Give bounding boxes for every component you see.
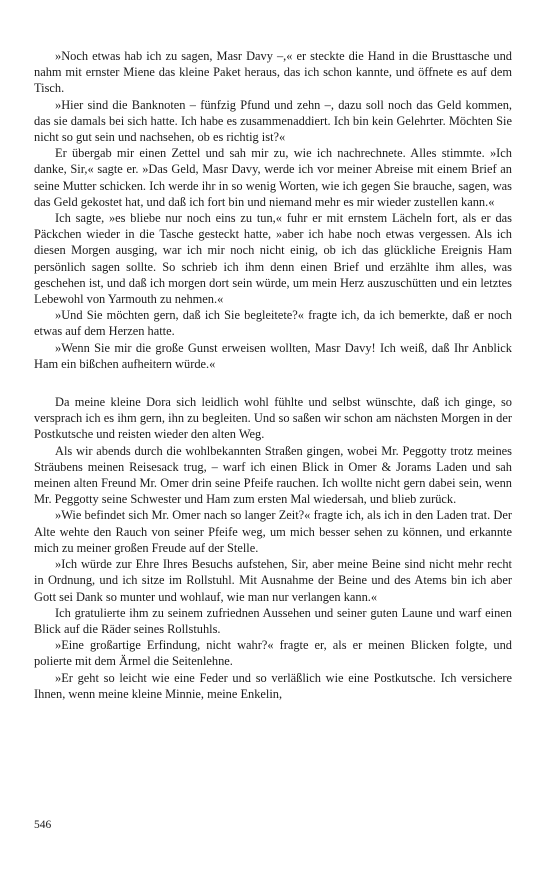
paragraph: Ich sagte, »es bliebe nur noch eins zu tun,« fuhr er mit ernstem Lächeln fort, als er das Päckchen wieder in die Tasche gesteckt hatte, »aber ich habe noch etwas vergessen. Als ich diesen Morgen ausging, war ich mir noch nicht einig, ob ich das glückliche Ereignis Ham persönlich sagen sollte. So schrieb ich ihm denn einen Brief und erzählte ihm alles, was geschehen ist, und daß ich morgen dort sein würde, um mein Herz auszuschütten und ein letztes Lebewohl von Yarmouth zu nehmen.« [34,211,512,307]
paragraph: Ich gratulierte ihm zu seinem zufriednen Aussehen und seiner guten Laune und warf einen Blick auf die Räder seines Rollstuhls. [34,605,512,636]
paragraph: »Ich würde zur Ehre Ihres Besuchs aufstehen, Sir, aber meine Beine sind nicht mehr recht in Ordnung, und ich sitze im Rollstuhl. Mit Ausnahme der Beine und des Atems bin ich aber Gott sei Dank so munter und wohlauf, wie man nur verlangen kann.« [34,557,512,604]
paragraph: »Und Sie möchten gern, daß ich Sie begleitete?« fragte ich, da ich bemerkte, daß er noch etwas auf dem Herzen hatte. [34,308,512,339]
paragraph: »Hier sind die Banknoten – fünfzig Pfund und zehn –, dazu soll noch das Geld kommen, das sie damals bei sich hatte. Ich habe es zusammenaddiert. Ich bin kein Gelehrter. Möchten Sie nicht so gut sein und nachsehen, ob es richtig ist?« [34,97,512,145]
paragraph: Da meine kleine Dora sich leidlich wohl fühlte und selbst wünschte, daß ich ginge, so versprach ich es ihm gern, ihn zu begleiten. Und so saßen wir schon am nächsten Morgen in der Postkutsche und reisten wieder den alten Weg. [34,395,512,442]
paragraph: »Wie befindet sich Mr. Omer nach so langer Zeit?« fragte ich, als ich in den Laden trat. Der Alte wehte den Rauch von seiner Pfeife weg, um mich besser sehen zu können, und erkannte mich zu meiner großen Freude auf der Stelle. [34,508,512,555]
page-number: 546 [34,819,52,831]
paragraph: »Noch etwas hab ich zu sagen, Masr Davy –,« er steckte die Hand in die Brusttasche und nahm mit ernster Miene das kleine Paket heraus, das ich schon kannte, und öffnete es auf dem Tisch. [34,49,512,96]
paragraph: Als wir abends durch die wohlbekannten Straßen gingen, wobei Mr. Peggotty trotz meines Sträubens meinen Reisesack trug, – warf ich einen Blick in Omer & Jorams Laden und sah meinen alten Freund Mr. Omer drin seine Pfeife rauchen. Ich wollte nicht gern dabei sein, wenn Mr. Peggotty seine Schwester und Ham zum ersten Mal wiedersah, und blieb zurück. [34,443,512,507]
book-page-text [34,48,512,702]
paragraph: Er übergab mir einen Zettel und sah mir zu, wie ich nachrechnete. Alles stimmte. »Ich danke, Sir,« sagte er. »Das Geld, Masr Davy, werde ich vor meiner Abreise mit einem Brief an seine Mutter schicken. Ich werde ihr in so wenig Worten, wie ich gegen Sie brauche, sagen, was das Geld gekostet hat, und daß ich fort bin und niemand mehr es mir wieder zustellen kann.« [34,146,512,209]
section-break [34,372,512,394]
paragraph: »Wenn Sie mir die große Gunst erweisen wollten, Masr Davy! Ich weiß, daß Ihr Anblick Ham ein bißchen aufheitern würde.« [34,340,512,371]
paragraph: »Er geht so leicht wie eine Feder und so verläßlich wie eine Postkutsche. Ich versichere Ihnen, wenn meine kleine Minnie, meine Enkelin, [34,670,512,701]
paragraph: »Eine großartige Erfindung, nicht wahr?« fragte er, als er meinen Blicken folgte, und polierte mit dem Ärmel die Seitenlehne. [34,638,512,669]
